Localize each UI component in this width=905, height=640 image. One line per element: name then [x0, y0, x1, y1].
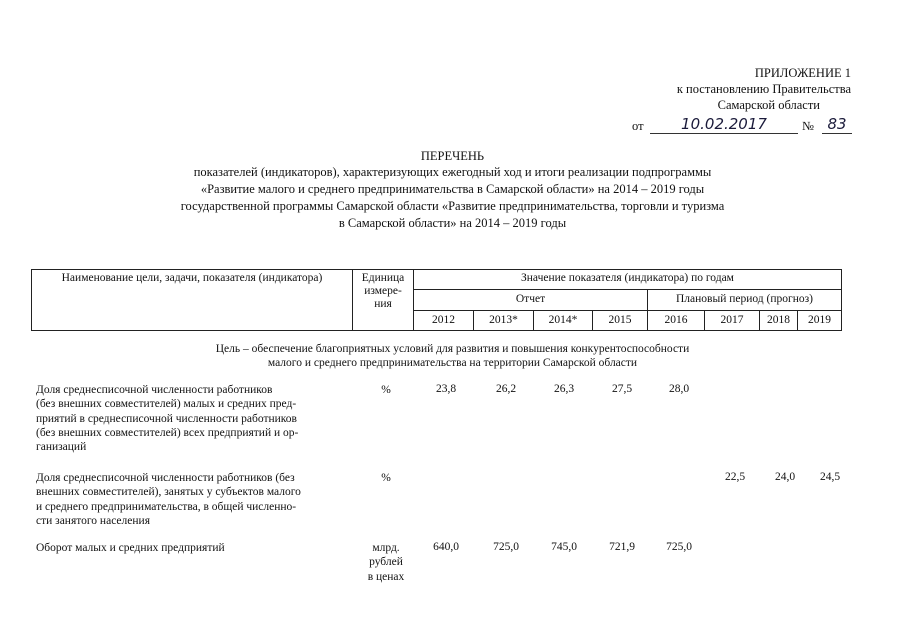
value-2016: 725,0: [666, 541, 692, 553]
handwritten-date: 10.02.2017: [650, 115, 798, 134]
goal-text: [0, 342, 905, 370]
value-2015: 721,9: [609, 541, 635, 553]
header-values-column: Значение показателя (индикатора) по годам: [414, 270, 842, 290]
header-unit-line-2: измере-: [364, 285, 402, 297]
value-2013: 26,2: [495, 383, 517, 395]
appendix-line-2: Самарской области: [717, 98, 820, 112]
value-2013: 725,0: [493, 541, 519, 553]
indicator-name-line: сти занятого населения: [36, 514, 150, 527]
indicator-name-line: Оборот малых и средних предприятий: [36, 542, 225, 554]
header-unit-line-1: Единица: [361, 272, 405, 284]
indicator-name: [36, 471, 348, 528]
goal-line-1: Цель – обеспечение благоприятных условий для развития и повышения конкурентоспособности: [215, 343, 690, 355]
handwritten-number: 83: [822, 115, 852, 134]
value-2015: 27,5: [611, 383, 633, 395]
heading-line-2: «Развитие малого и среднего предпринимательства в Самарской области» на 2014 – 2019 годы: [200, 182, 705, 196]
value-2019: 24,5: [819, 471, 841, 483]
heading-line-4: в Самарской области» на 2014 – 2019 годы: [338, 216, 567, 230]
header-report: Отчет: [414, 290, 648, 311]
indicator-unit-line: млрд.: [372, 542, 400, 554]
header-year: 2016: [648, 311, 705, 331]
indicator-name: [36, 383, 348, 454]
date-prefix: от: [632, 119, 644, 133]
header-year: 2019: [798, 311, 842, 331]
header-year: 2012: [414, 311, 474, 331]
header-plan: Плановый период (прогноз): [648, 290, 842, 311]
appendix-line-1: к постановлению Правительства: [676, 82, 851, 96]
indicator-unit: %: [381, 472, 391, 484]
heading-line-1: показателей (индикаторов), характеризующих ежегодный ход и итоги реализации подпрограммы: [193, 165, 712, 179]
indicators-table-header: [31, 269, 842, 331]
appendix-date-line: [632, 117, 867, 135]
indicator-unit: %: [381, 384, 391, 396]
header-year: 2014*: [534, 311, 593, 331]
indicator-name-line: внешних совместителей), занятых у субъектов малого: [36, 486, 301, 499]
value-2012: 23,8: [435, 383, 457, 395]
value-2014: 26,3: [553, 383, 575, 395]
document-title: ПЕРЕЧЕНЬ: [420, 149, 485, 163]
indicator-name: [36, 541, 348, 555]
heading-line-3: государственной программы Самарской области «Развитие предпринимательства, торговли и туризма: [180, 199, 725, 213]
indicator-name-line: и среднего предпринимательства, в общей численно-: [36, 500, 297, 513]
header-year: 2013*: [474, 311, 534, 331]
header-name-column: Наименование цели, задачи, показателя (индикатора): [32, 270, 353, 331]
indicator-name-line: Доля среднесписочной численности работников (без: [36, 472, 295, 484]
header-year: 2015: [593, 311, 648, 331]
header-unit-line-3: ния: [374, 298, 392, 310]
indicator-unit-line: в ценах: [367, 570, 405, 583]
value-2014: 745,0: [551, 541, 577, 553]
indicator-name-line: (без внешних совместителей) всех предприятий и ор-: [36, 426, 299, 439]
value-2017: 22,5: [724, 471, 746, 483]
appendix-title: ПРИЛОЖЕНИЕ 1: [754, 66, 851, 80]
value-2016: 28,0: [668, 383, 690, 395]
number-prefix: №: [802, 119, 814, 133]
indicator-unit-line: рублей: [369, 556, 403, 569]
header-unit-column: [353, 270, 414, 331]
indicator-name-line: ганизаций: [36, 441, 87, 454]
indicator-name-line: (без внешних совместителей) малых и средних пред-: [36, 398, 297, 411]
indicator-unit: [360, 541, 412, 584]
goal-line-2: малого и среднего предпринимательства на территории Самарской области: [267, 357, 638, 369]
value-2012: 640,0: [433, 541, 459, 553]
indicator-name-line: приятий в среднесписочной численности работников: [36, 412, 297, 425]
indicator-name-line: Доля среднесписочной численности работников: [36, 384, 273, 396]
value-2018: 24,0: [774, 471, 796, 483]
header-year: 2017: [705, 311, 760, 331]
header-year: 2018: [760, 311, 798, 331]
